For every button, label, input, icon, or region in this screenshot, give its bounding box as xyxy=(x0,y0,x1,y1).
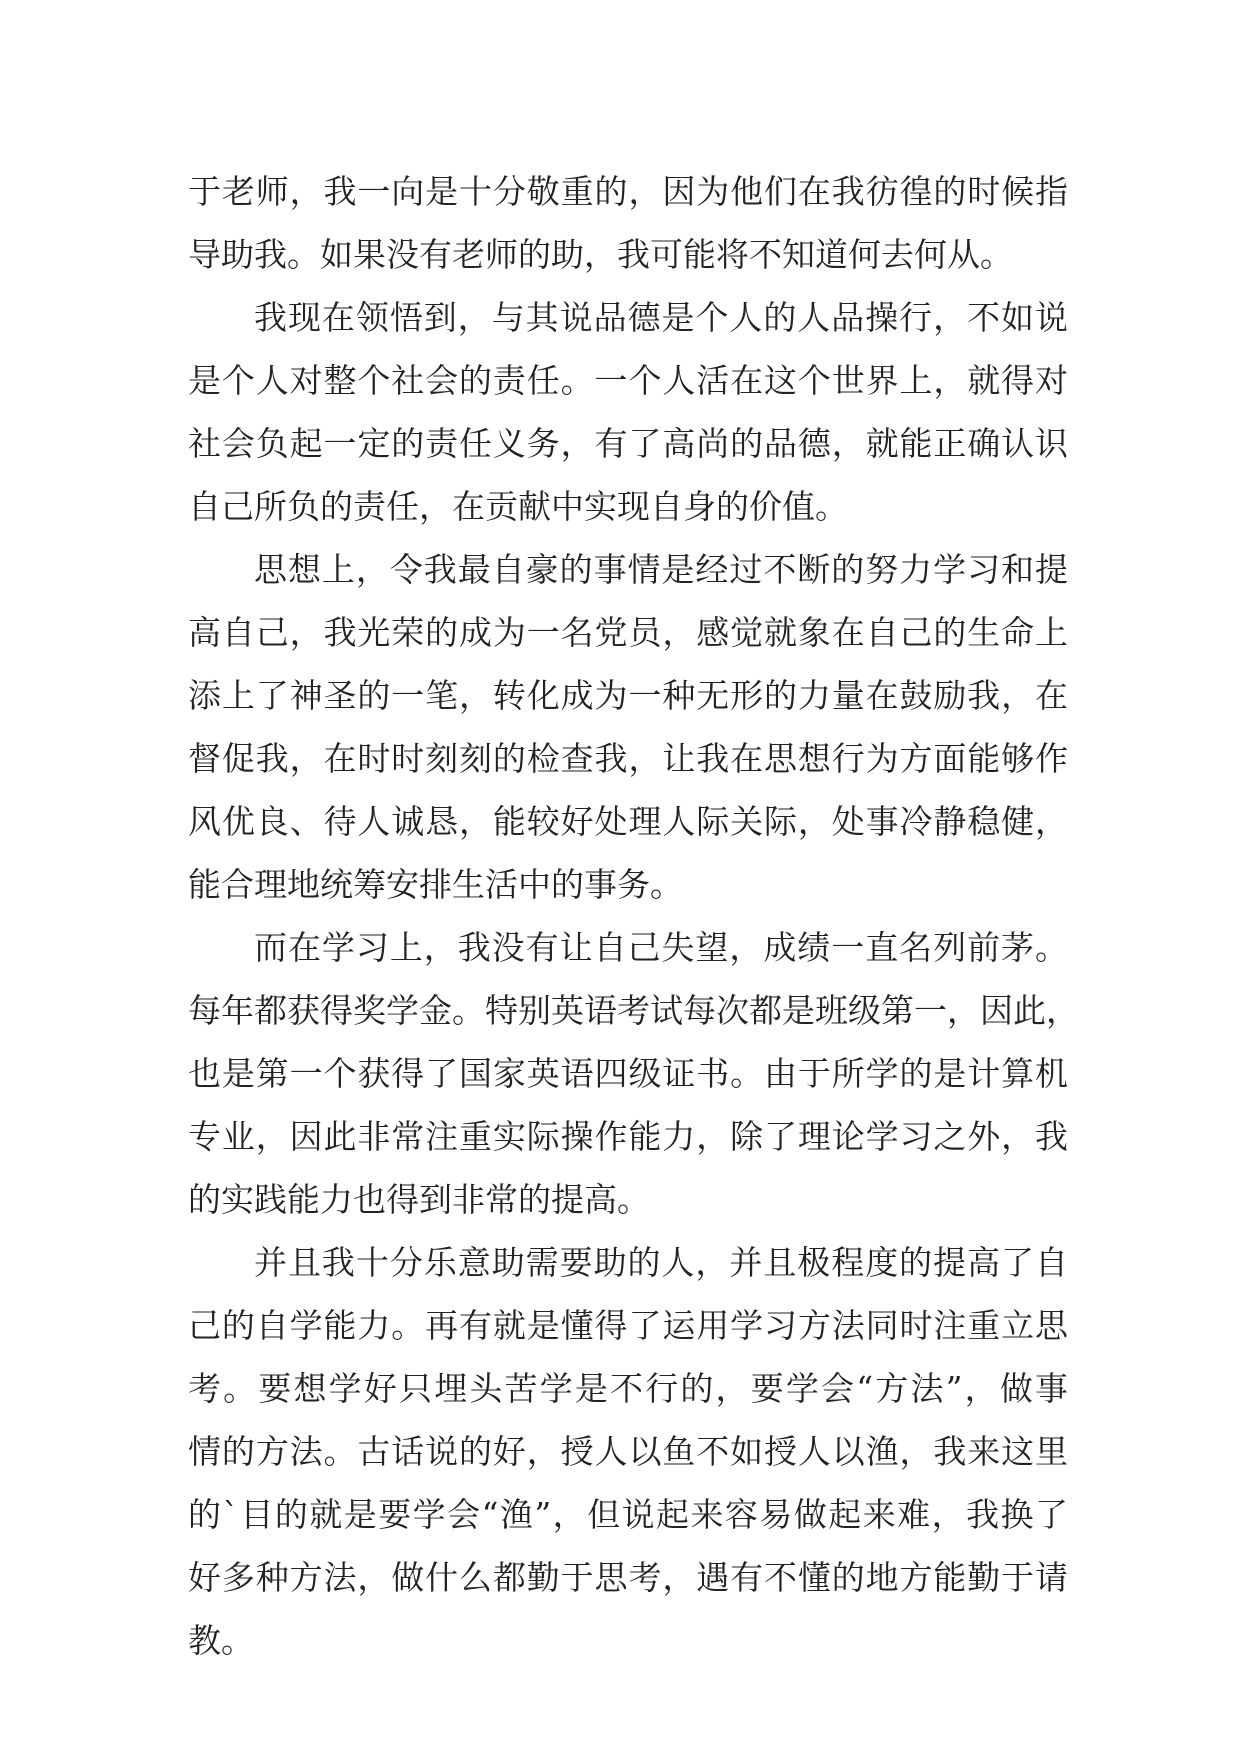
text-line: 的`目的就是要学会“渔”，但说起来容易做起来难，我换了 xyxy=(188,1495,1068,1534)
text-line: 是个人对整个社会的责任。一个人活在这个世界上，就得对 xyxy=(188,361,1068,400)
text-line: 自己所负的责任，在贡献中实现自身的价值。 xyxy=(188,487,848,526)
text-line: 社会负起一定的责任义务，有了高尚的品德，就能正确认识 xyxy=(188,424,1068,463)
paragraph-start-line: 而在学习上，我没有让自己失望，成绩一直名列前茅。 xyxy=(254,928,1068,967)
paragraph-start-line: 我现在领悟到，与其说品德是个人的人品操行，不如说 xyxy=(254,298,1068,337)
text-line: 导助我。如果没有老师的助，我可能将不知道何去何从。 xyxy=(188,235,1013,274)
text-line: 专业，因此非常注重实际操作能力，除了理论学习之外，我 xyxy=(188,1117,1068,1156)
text-line: 添上了神圣的一笔，转化成为一种无形的力量在鼓励我，在 xyxy=(188,676,1068,715)
text-line: 能合理地统筹安排生活中的事务。 xyxy=(188,865,683,904)
paragraph-start-line: 并且我十分乐意助需要助的人，并且极程度的提高了自 xyxy=(254,1243,1068,1282)
text-line: 风优良、待人诚恳，能较好处理人际关际，处事冷静稳健， xyxy=(188,802,1068,841)
text-line: 好多种方法，做什么都勤于思考，遇有不懂的地方能勤于请 xyxy=(188,1558,1068,1597)
text-line: 于老师，我一向是十分敬重的，因为他们在我彷徨的时候指 xyxy=(188,172,1068,211)
text-line: 也是第一个获得了国家英语四级证书。由于所学的是计算机 xyxy=(188,1054,1068,1093)
text-line: 己的自学能力。再有就是懂得了运用学习方法同时注重立思 xyxy=(188,1306,1068,1345)
text-line: 教。 xyxy=(188,1621,254,1660)
text-line: 考。要想学好只埋头苦学是不行的，要学会“方法”，做事 xyxy=(188,1369,1068,1408)
text-line: 高自己，我光荣的成为一名党员，感觉就象在自己的生命上 xyxy=(188,613,1068,652)
text-line: 的实践能力也得到非常的提高。 xyxy=(188,1180,650,1219)
text-line: 每年都获得奖学金。特别英语考试每次都是班级第一，因此， xyxy=(188,991,1079,1030)
text-line: 督促我，在时时刻刻的检查我，让我在思想行为方面能够作 xyxy=(188,739,1068,778)
paragraph-start-line: 思想上，令我最自豪的事情是经过不断的努力学习和提 xyxy=(254,550,1068,589)
body-text xyxy=(188,160,1079,1672)
text-line: 情的方法。古话说的好，授人以鱼不如授人以渔，我来这里 xyxy=(188,1432,1068,1471)
